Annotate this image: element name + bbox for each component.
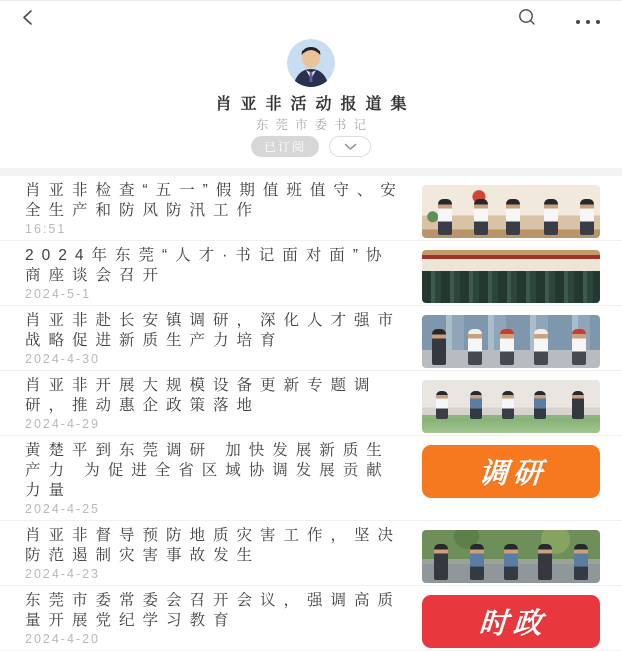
article-thumbnail [422, 250, 600, 303]
top-bar [0, 1, 622, 31]
article-thumbnail-badge [422, 595, 600, 648]
chevron-left-icon [20, 9, 37, 29]
article-date: 2024-4-20 [25, 632, 100, 646]
article-date: 2024-4-30 [25, 352, 100, 366]
more-button[interactable] [574, 12, 602, 26]
article-title: 肖亚非赴长安镇调研，深化人才强市战略促进新质生产力培育 [25, 312, 402, 349]
article-thumbnail [422, 185, 600, 238]
profile-header [0, 39, 622, 157]
subscribed-button[interactable]: 已订阅 [251, 136, 319, 157]
article-title: 2024年东莞“人才·书记面对面”协商座谈会召开 [25, 247, 390, 284]
avatar[interactable] [287, 39, 335, 87]
article-item[interactable] [0, 521, 622, 586]
article-time: 16:51 [25, 222, 67, 236]
article-title: 东莞市委常委会召开会议，强调高质量开展党纪学习教育 [25, 592, 402, 629]
article-title: 肖亚非督导预防地质灾害工作，坚决防范遏制灾害事故发生 [25, 527, 402, 564]
search-icon [516, 7, 538, 32]
article-title: 肖亚非检查“五一”假期值班值守、安全生产和防风防汛工作 [25, 182, 404, 219]
article-item[interactable] [0, 306, 622, 371]
article-thumbnail [422, 315, 600, 368]
three-dots-icon [576, 14, 600, 24]
page-title: 肖亚非活动报道集 [215, 96, 416, 113]
article-item[interactable] [0, 371, 622, 436]
article-item[interactable] [0, 586, 622, 651]
section-divider [0, 168, 622, 176]
article-item[interactable] [0, 176, 622, 241]
badge-label: 调研 [478, 458, 549, 490]
chevron-down-icon [344, 139, 357, 154]
expand-button[interactable] [329, 136, 371, 157]
article-thumbnail [422, 530, 600, 583]
badge-label: 时政 [478, 608, 549, 640]
article-title: 黄楚平到东莞调研 加快发展新质生产力 为促进全省区域协调发展贡献力量 [25, 442, 390, 499]
article-thumbnail [422, 380, 600, 433]
article-date: 2024-4-25 [25, 502, 100, 516]
article-date: 2024-4-23 [25, 567, 100, 581]
article-date: 2024-5-1 [25, 287, 92, 301]
article-list [0, 176, 622, 651]
search-button[interactable] [514, 5, 540, 34]
profile-actions [0, 136, 622, 157]
article-title: 肖亚非开展大规模设备更新专题调研，推动惠企政策落地 [25, 377, 378, 414]
back-button[interactable] [18, 7, 39, 31]
article-thumbnail-badge [422, 445, 600, 498]
profile-subtitle: 东莞市委书记 [255, 118, 373, 132]
article-item[interactable] [0, 436, 622, 521]
article-item[interactable] [0, 241, 622, 306]
article-date: 2024-4-29 [25, 417, 100, 431]
